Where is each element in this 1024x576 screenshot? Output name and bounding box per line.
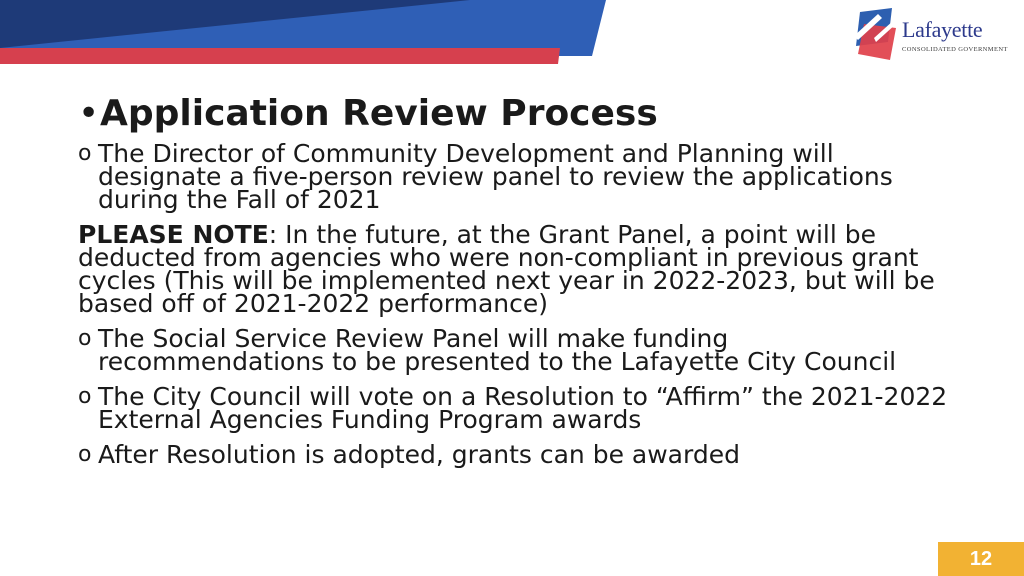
list-item <box>78 139 958 214</box>
note-label: PLEASE NOTE <box>78 220 269 249</box>
top-banner <box>0 0 620 64</box>
list-item-text: The City Council will vote on a Resolution to “Affirm” the 2021-2022 External Agencies Funding Program awards <box>98 382 948 434</box>
circle-bullet-icon: o <box>78 384 92 409</box>
list-item <box>78 440 958 469</box>
slide-content <box>78 92 958 478</box>
page-number: 12 <box>938 542 1024 576</box>
list-item <box>78 382 958 434</box>
logo-name: Lafayette <box>902 17 983 42</box>
list-item-text: The Social Service Review Panel will make funding recommendations to be presented to the Lafayette City Council <box>98 324 897 376</box>
please-note <box>78 220 958 318</box>
circle-bullet-icon: o <box>78 141 92 166</box>
note-text: : In the future, at the Grant Panel, a point will be deducted from agencies who were non-compliant in previous grant cycles (This will be implemented next year in 2022-2023, but will be based off of 2021-2022 performance) <box>78 220 935 318</box>
circle-bullet-icon: o <box>78 442 92 467</box>
list-item-text: After Resolution is adopted, grants can be awarded <box>98 440 740 469</box>
circle-bullet-icon: o <box>78 326 92 351</box>
logo-mark-icon <box>852 8 900 60</box>
list-item <box>78 324 958 376</box>
slide-heading <box>78 92 958 136</box>
logo-subtitle: CONSOLIDATED GOVERNMENT <box>902 46 1008 53</box>
list-item-text: The Director of Community Development and Planning will designate a five-person review panel to review the applications during the Fall of 2021 <box>98 139 893 214</box>
lafayette-logo <box>852 8 1012 64</box>
bullet-icon: • <box>78 93 100 134</box>
heading-text: Application Review Process <box>100 93 658 134</box>
